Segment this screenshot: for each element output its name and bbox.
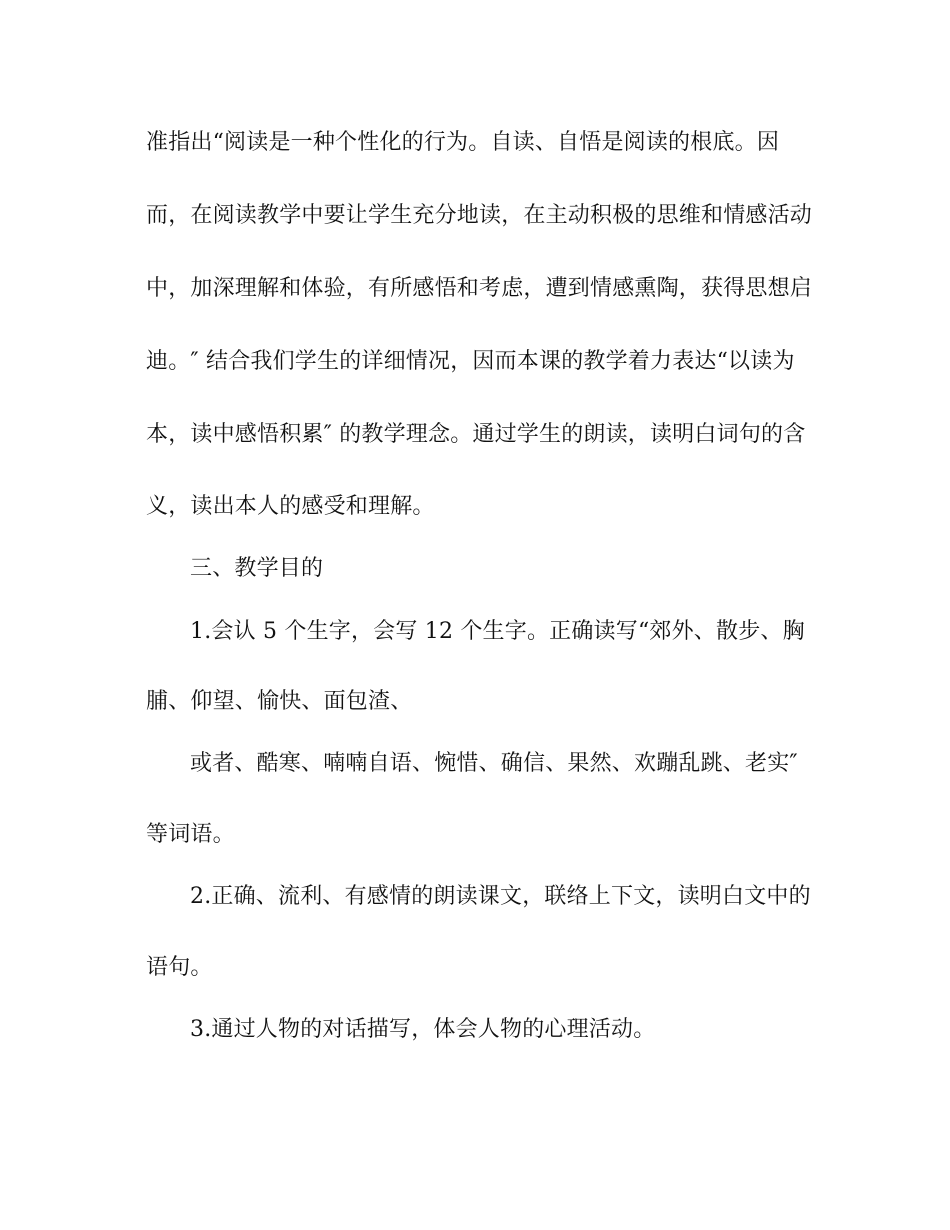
goal-2-line-2: 语句。: [146, 955, 213, 980]
paragraph-line-1: 准指出“阅读是一种个性化的行为。自读、自悟是阅读的根底。因: [146, 130, 780, 155]
paragraph-line-5: 本，读中感悟积累″ 的教学理念。通过学生的朗读，读明白词句的含: [146, 422, 806, 447]
goal-1-line-2: 脯、仰望、愉快、面包渣、: [146, 689, 413, 714]
section-heading: 三、教学目的: [190, 556, 324, 581]
paragraph-line-4: 迪。″ 结合我们学生的详细情况，因而本课的教学着力表达“以读为: [146, 349, 795, 374]
goal-2-line-1: 2.正确、流利、有感情的朗读课文，联络上下文，读明白文中的: [190, 884, 811, 909]
goal-1-line-1: 1.会认 5 个生字，会写 12 个生字。正确读写“郊外、散步、胸: [190, 619, 805, 644]
paragraph-line-3: 中，加深理解和体验，有所感悟和考虑，遭到情感熏陶，获得思想启: [146, 276, 813, 301]
paragraph-line-2: 而，在阅读教学中要让学生充分地读，在主动积极的思维和情感活动: [146, 203, 813, 228]
paragraph-line-6: 义，读出本人的感受和理解。: [146, 494, 435, 519]
goal-1-line-4: 等词语。: [146, 822, 235, 847]
goal-3-line-1: 3.通过人物的对话描写，体会人物的心理活动。: [190, 1017, 656, 1042]
goal-1-line-3: 或者、酷寒、喃喃自语、惋惜、确信、果然、欢蹦乱跳、老实″: [190, 751, 798, 776]
